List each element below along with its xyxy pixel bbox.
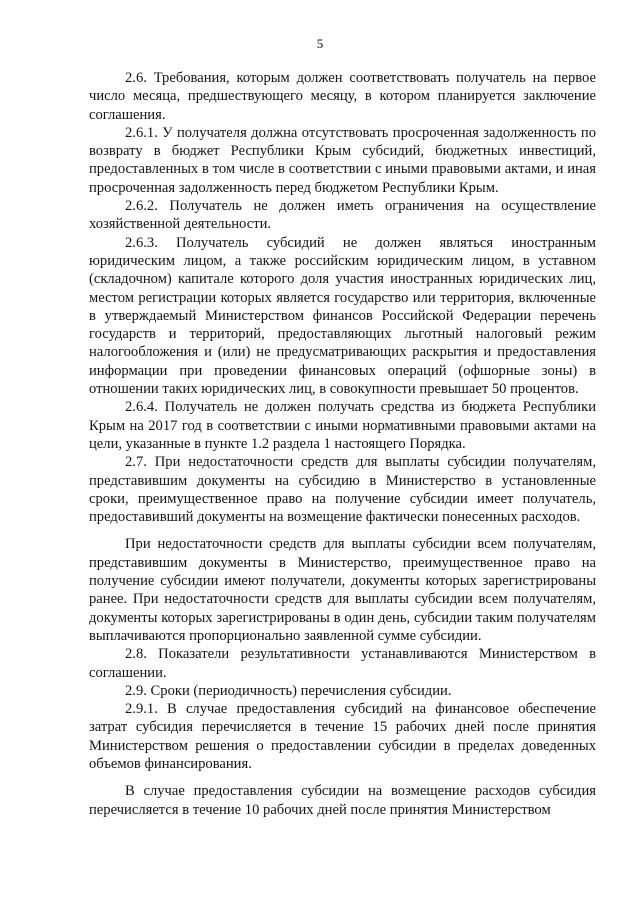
- paragraph-2-6-3: 2.6.3. Получатель субсидий не должен являться иностранным юридическим лицом, а также российским юридическим лицом, в уставном (складочном) капитале которого доля участия иностранных юридических лиц, местом регистрации которых является государство или территория, включенные в утверждаемый Министерством финансов Российской Федерации перечень государств и территорий, предоставляющих льготный налоговый режим налогообложения и (или) не предусматривающих раскрытия и предоставления информации при проведении финансовых операций (офшорные зоны) в отношении таких юридических лиц, в совокупности превышает 50 процентов.: [89, 234, 596, 398]
- paragraph-2-9-1-continued: В случае предоставления субсидии на возмещение расходов субсидия перечисляется в течение 10 рабочих дней после принятия Министерством: [89, 783, 596, 818]
- paragraph-2-6-2: 2.6.2. Получатель не должен иметь ограничения на осуществление хозяйственной деятельности.: [89, 198, 596, 233]
- paragraph-2-7: 2.7. При недостаточности средств для выплаты субсидии получателям, представившим документы на субсидию в Министерство в установленные сроки, преимущественное право на получение субсидии имеет получатель, предоставивший документы на возмещение фактически понесенных расходов.: [89, 454, 596, 526]
- paragraph-2-7-continued: При недостаточности средств для выплаты субсидии всем получателям, представившим документы в Министерство, преимущественное право на получение субсидии имеют получатели, документы которых зарегистрированы ранее. При недостаточности средств для выплаты субсидии всем получателям, документы которых зарегистрированы в один день, субсидии таким получателям выплачиваются пропорционально заявленной сумме субсидии.: [89, 536, 596, 644]
- paragraph-2-6: 2.6. Требования, которым должен соответствовать получатель на первое число месяца, предшествующего месяцу, в котором планируется заключение соглашения.: [89, 70, 596, 123]
- paragraph-2-6-1: 2.6.1. У получателя должна отсутствовать просроченная задолженность по возврату в бюджет Республики Крым субсидий, бюджетных инвестиций, предоставленных в том числе в соответствии с иными правовыми актами, и иная просроченная задолженность перед бюджетом Республики Крым.: [89, 124, 596, 196]
- paragraph-2-8: 2.8. Показатели результативности устанавливаются Министерством в соглашении.: [89, 646, 596, 681]
- document-body: [89, 69, 596, 819]
- paragraph-2-6-4: 2.6.4. Получатель не должен получать средства из бюджета Республики Крым на 2017 год в соответствии с иными нормативными правовыми актами на цели, указанные в пункте 1.2 раздела 1 настоящего Порядка.: [89, 399, 596, 452]
- paragraph-2-9: 2.9. Сроки (периодичность) перечисления субсидии.: [125, 682, 452, 699]
- page-number: 5: [316, 36, 324, 51]
- paragraph-2-9-1: 2.9.1. В случае предоставления субсидий на финансовое обеспечение затрат субсидия перечисляется в течение 15 рабочих дней после принятия Министерством решения о предоставлении субсидии в пределах доведенных объемов финансирования.: [89, 701, 596, 772]
